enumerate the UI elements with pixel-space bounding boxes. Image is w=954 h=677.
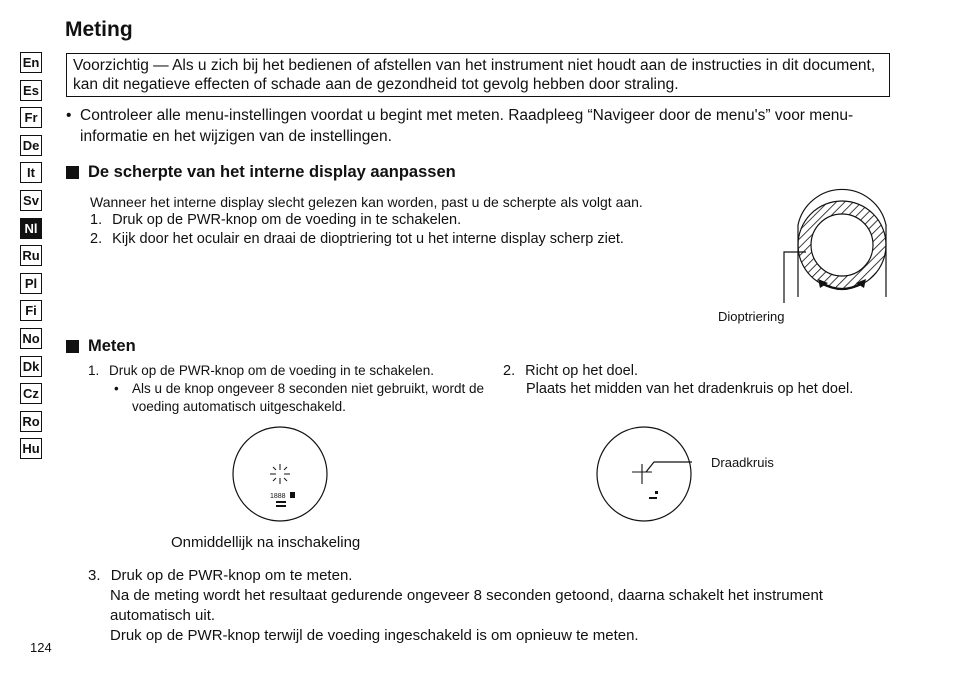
lang-tab-ro[interactable]: Ro — [20, 411, 42, 432]
intro-text: Controleer alle menu-instellingen voordat u begint met meten. Raadpleeg “Navigeer door de menu's” voor menu-informatie en het wijzigen van de instellingen. — [80, 107, 854, 145]
step-number: 2. — [90, 231, 103, 247]
language-tabs — [20, 52, 44, 466]
lang-tab-hu[interactable]: Hu — [20, 438, 42, 459]
lang-tab-fi[interactable]: Fi — [20, 300, 42, 321]
diopter-ring-label: Dioptriering — [718, 309, 785, 324]
diopter-ring-figure — [700, 185, 900, 305]
measure-step-3 — [88, 566, 352, 585]
intro-bullet — [66, 105, 896, 147]
step-3-line-2: Na de meting wordt het resultaat gedurende ongeveer 8 seconden getoond, daarna schakelt het instrument automatisch uit. — [110, 587, 823, 624]
measure-step-1-bullet — [114, 380, 494, 416]
lang-tab-it[interactable]: It — [20, 162, 42, 183]
lang-tab-en[interactable]: En — [20, 52, 42, 73]
measure-step-2-sub: Plaats het midden van het dradenkruis op het doel. — [526, 381, 854, 397]
step-text: Kijk door het oculair en draai de dioptriering tot u het interne display scherp ziet. — [112, 231, 624, 247]
step-text: Druk op de PWR-knop om de voeding in te schakelen. — [112, 212, 462, 228]
section-heading-text: De scherpte van het interne display aanpassen — [88, 163, 456, 181]
bullet-text: Als u de knop ongeveer 8 seconden niet gebruikt, wordt de voeding automatisch uitgeschakeld. — [132, 381, 484, 414]
lang-tab-no[interactable]: No — [20, 328, 42, 349]
bullet-dot: • — [66, 107, 72, 124]
section-heading-measure — [66, 337, 136, 356]
page-number: 124 — [30, 640, 52, 655]
lang-tab-nl[interactable]: Nl — [20, 218, 42, 239]
display-readout: 1888 — [270, 493, 286, 500]
viewfinder-startup-figure — [230, 426, 330, 522]
page-title: Meting — [65, 18, 133, 41]
step-text: Druk op de PWR-knop om de voeding in te schakelen. — [109, 363, 434, 378]
lang-tab-ru[interactable]: Ru — [20, 245, 42, 266]
step-number: 2. — [503, 363, 516, 379]
lang-tab-sv[interactable]: Sv — [20, 190, 42, 211]
measure-step-2 — [503, 362, 638, 381]
step-3-line-3: Druk op de PWR-knop terwijl de voeding ingeschakeld is om opnieuw te meten. — [110, 627, 639, 644]
step-number: 1. — [90, 212, 103, 228]
warning-box: Voorzichtig — Als u zich bij het bedienen of afstellen van het instrument niet houdt aan de instructies in dit document, kan dit negatieve effecten of schade aan de gezondheid tot gevolg hebben door straling. — [66, 53, 890, 97]
section-heading-sharpness — [66, 163, 456, 182]
step-number: 3. — [88, 567, 101, 584]
step-number: 1. — [88, 363, 100, 378]
measure-step-1 — [88, 362, 434, 380]
step-text: Druk op de PWR-knop om te meten. — [110, 567, 353, 584]
section1-step-2 — [90, 230, 624, 249]
viewfinder-reticle-figure — [594, 426, 794, 522]
square-bullet-icon — [66, 166, 79, 179]
section-heading-text: Meten — [88, 337, 136, 355]
section1-step-1 — [90, 211, 461, 230]
step-text: Richt op het doel. — [525, 363, 638, 379]
lang-tab-dk[interactable]: Dk — [20, 356, 42, 377]
lang-tab-fr[interactable]: Fr — [20, 107, 42, 128]
bullet-dot: • — [114, 381, 119, 396]
lang-tab-cz[interactable]: Cz — [20, 383, 42, 404]
lang-tab-es[interactable]: Es — [20, 80, 42, 101]
section1-text: Wanneer het interne display slecht gelezen kan worden, past u de scherpte als volgt aan. — [90, 194, 643, 210]
lang-tab-pl[interactable]: Pl — [20, 273, 42, 294]
square-bullet-icon — [66, 340, 79, 353]
figure-caption-startup: Onmiddellijk na inschakeling — [171, 534, 361, 551]
measure-step-3-details — [110, 586, 870, 646]
reticle-label: Draadkruis — [711, 455, 774, 470]
lang-tab-de[interactable]: De — [20, 135, 42, 156]
